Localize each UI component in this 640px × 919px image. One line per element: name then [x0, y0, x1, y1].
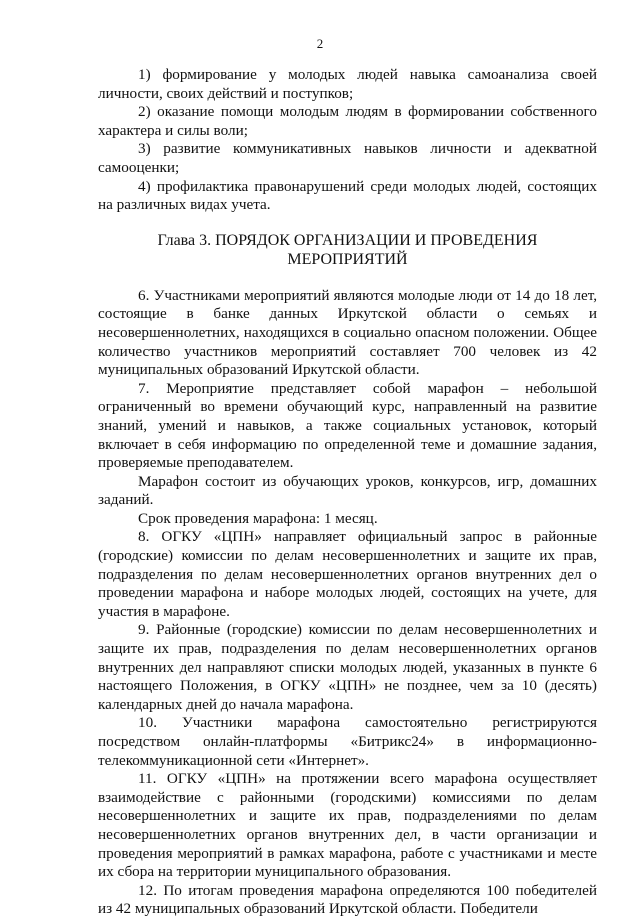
chapter-heading: Глава 3. ПОРЯДОК ОРГАНИЗАЦИИ И ПРОВЕДЕНИЯ МЕРОПРИЯТИЙ [157, 231, 538, 268]
paragraph: 11. ОГКУ «ЦПН» на протяжении всего марафона осуществляет взаимодействие с районными (городскими) комиссиями по делам несовершеннолетних и защите их прав, подразделениями по делам несовершеннолетних органов внутренних дел, в части организации и проведения мероприятий в рамках марафона, работе с участниками и месте их сбора на территории муниципального образования. [98, 770, 597, 881]
page-number: 2 [316, 36, 324, 51]
list-item: 2) оказание помощи молодым людям в формировании собственного характера и силы воли; [98, 103, 597, 139]
document-body [98, 66, 597, 919]
paragraph: Срок проведения марафона: 1 месяц. [138, 509, 378, 527]
paragraph: 8. ОГКУ «ЦПН» направляет официальный запрос в районные (городские) комиссии по делам несовершеннолетних и защите их прав, подразделения по делам несовершеннолетних органов внутренних дел о проведении марафона и наборе молодых людей, состоящих на учете, для участия в марафоне. [98, 528, 597, 620]
paragraph: 12. По итогам проведения марафона определяются 100 победителей из 42 муниципальных образований Иркутской области. Победители [98, 881, 597, 918]
list-item: 1) формирование у молодых людей навыка самоанализа своей личности, своих действий и поступков; [98, 66, 597, 102]
paragraph: 6. Участниками мероприятий являются молодые люди от 14 до 18 лет, состоящие в банке данных Иркутской области о семьях и несовершеннолетних, находящихся в социально опасном положении. Общее количество участников мероприятий составляет 700 человек из 42 муниципальных образований Иркутской области. [98, 286, 597, 379]
list-item: 3) развитие коммуникативных навыков личности и адекватной самооценки; [98, 140, 597, 176]
list-item: 4) профилактика правонарушений среди молодых людей, состоящих на различных видах учета. [98, 177, 597, 214]
paragraph: Марафон состоит из обучающих уроков, конкурсов, игр, домашних заданий. [98, 472, 597, 509]
paragraph: 9. Районные (городские) комиссии по делам несовершеннолетних и защите их прав, подразделения по делам несовершеннолетних органов внутренних дел направляют списки молодых людей, указанных в пункте 6 настоящего Положения, в ОГКУ «ЦПН» не позднее, чем за 10 (десять) календарных дней до начала марафона. [98, 621, 597, 713]
paragraph: 10. Участники марафона самостоятельно регистрируются посредством онлайн-платформы «Битрикс24» в информационно-телекоммуникационной сети «Интернет». [98, 714, 597, 769]
paragraph: 7. Мероприятие представляет собой марафон – небольшой ограниченный во времени обучающий курс, направленный на развитие знаний, умений и навыков, а также социальных установок, который включает в себя информацию по определенной теме и домашние задания, проверяемые преподавателем. [98, 379, 597, 472]
